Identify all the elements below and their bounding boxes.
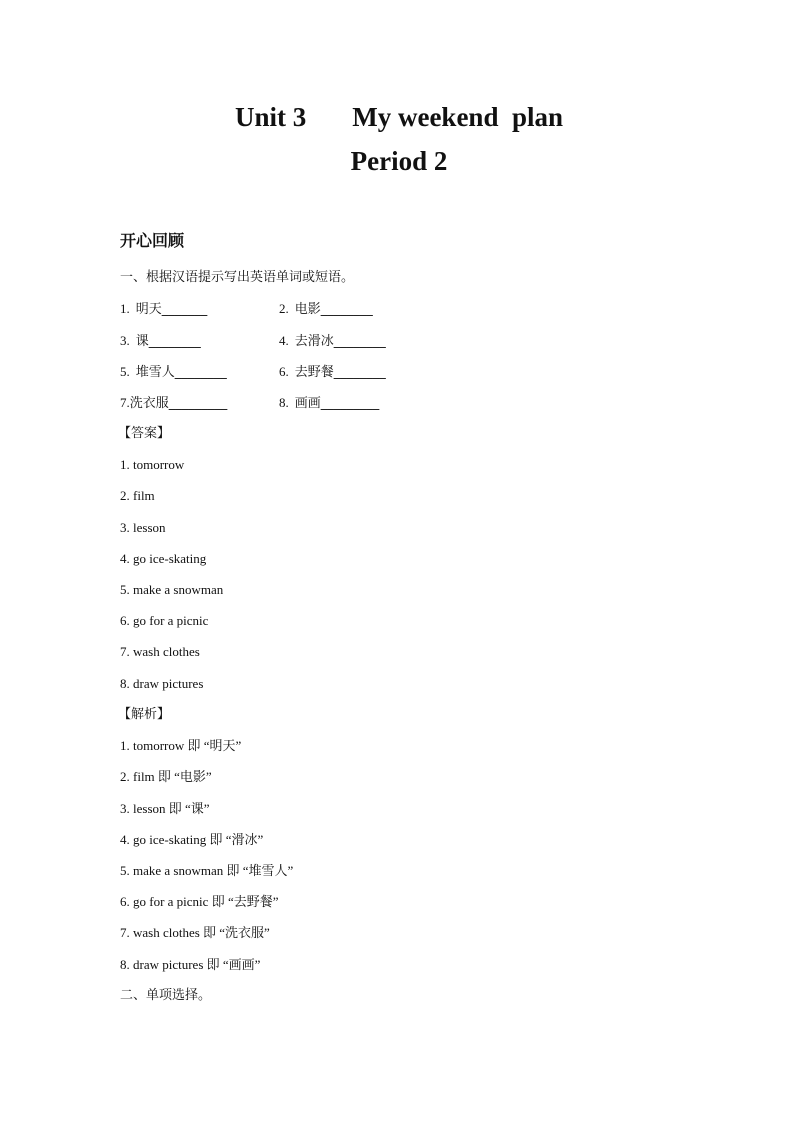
section-heading: 开心回顾 [120,231,185,250]
document-subtitle: Period 2 [350,146,448,176]
answer-line: 5. make a snowman [120,582,224,597]
analysis-label: 【解析】 [118,707,171,722]
answer-line: 1. tomorrow [120,457,185,472]
analysis-line: 7. wash clothes 即 “洗衣服” [120,925,270,940]
vocab-item [279,363,386,382]
instruction-text: 一、根据汉语提示写出英语单词或短语。 [120,270,355,285]
vocab-prompt: 课________ [135,334,201,349]
answer-line: 6. go for a picnic [120,613,209,628]
vocab-item [120,394,227,413]
analysis-line: 6. go for a picnic 即 “去野餐” [120,894,279,909]
vocab-item [279,394,379,413]
vocab-number: 3. [120,333,130,348]
answer-line: 3. lesson [120,520,166,535]
title-unit: Unit 3 [234,102,307,132]
answer-line: 7. wash clothes [120,644,200,659]
answer-line: 2. film [120,488,155,503]
vocab-item [279,300,373,319]
analysis-line: 8. draw pictures 即 “画画” [120,957,261,972]
vocab-number: 2. [279,301,289,316]
vocab-number: 5. [120,364,130,379]
analysis-line: 3. lesson 即 “课” [120,801,210,816]
vocab-number: 8. [279,395,289,410]
analysis-line: 5. make a snowman 即 “堆雪人” [120,863,294,878]
vocab-item [279,332,386,351]
vocab-number: 7. [120,395,130,410]
vocab-number: 1. [120,301,130,316]
vocab-prompt: 堆雪人________ [135,365,227,380]
analysis-line: 1. tomorrow 即 “明天” [120,738,242,753]
title-topic: My weekend plan [352,102,564,132]
vocab-item [120,300,207,319]
vocab-item [120,363,227,382]
analysis-line: 2. film 即 “电影” [120,769,212,784]
document-title [0,104,794,131]
vocab-item [120,332,201,351]
analysis-line: 4. go ice-skating 即 “滑冰” [120,832,264,847]
vocab-prompt: 明天_______ [135,302,208,317]
answer-label: 【答案】 [118,426,171,441]
answer-line: 4. go ice-skating [120,551,207,566]
vocab-prompt: 画画_________ [294,396,380,411]
vocab-prompt: 洗衣服_________ [129,396,228,411]
vocab-prompt: 电影________ [294,302,373,317]
answer-line: 8. draw pictures [120,676,204,691]
vocab-prompt: 去野餐________ [294,365,386,380]
vocab-number: 6. [279,364,289,379]
next-section-heading: 二、单项选择。 [120,988,212,1003]
vocab-prompt: 去滑冰________ [294,334,386,349]
vocab-number: 4. [279,333,289,348]
